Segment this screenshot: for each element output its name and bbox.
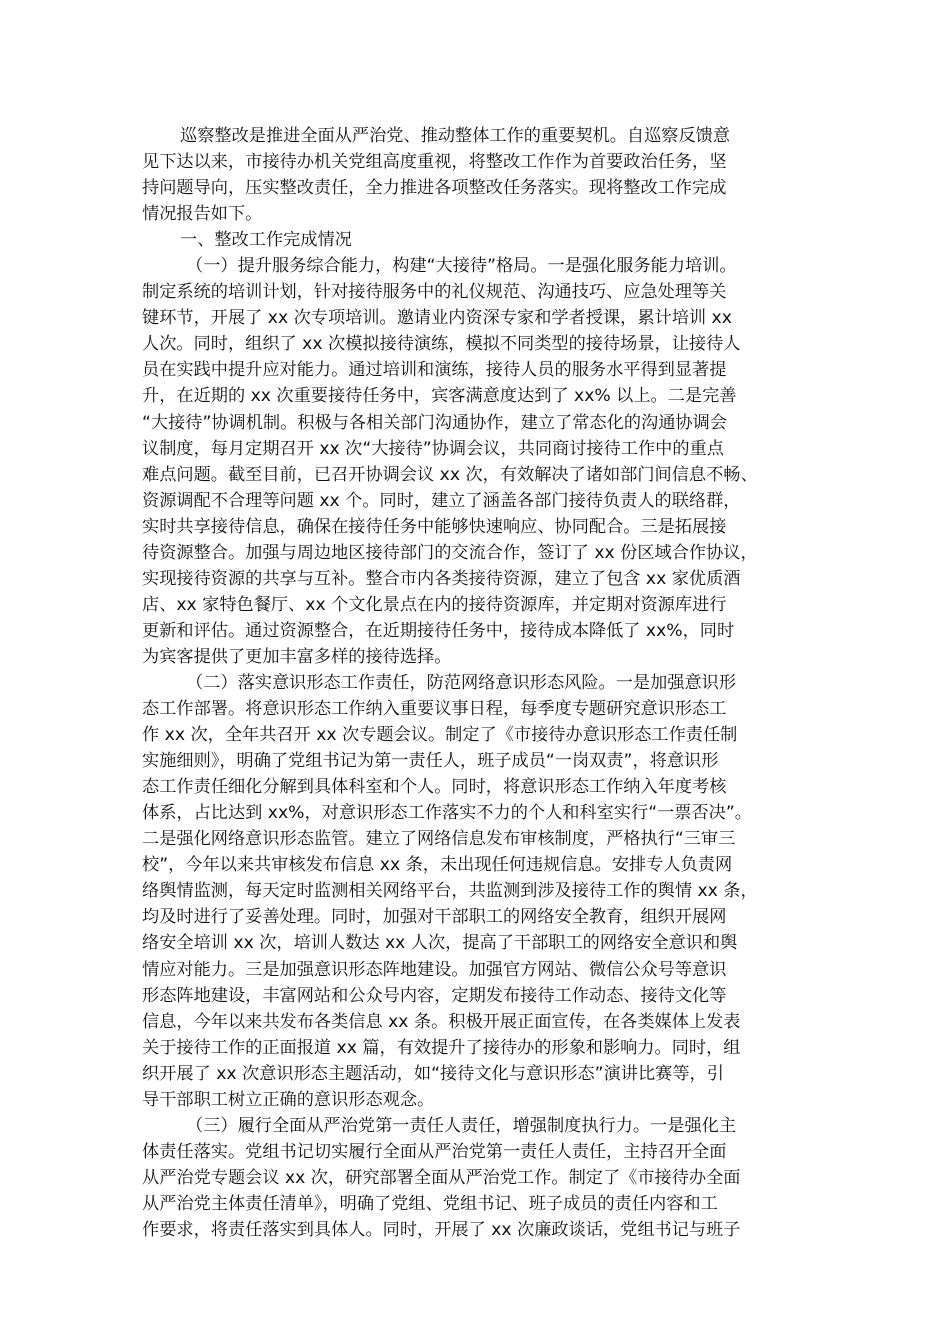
section-heading-text: 一、整改工作完成情况: [180, 230, 352, 251]
text-line: 作要求，将责任落实到具体人。同时，开展了 xx 次廉政谈话，党组书记与班子: [142, 1219, 741, 1240]
text-line: 体系，占比达到 xx%，对意识形态工作落实不力的个人和科室实行“一票否决”。: [142, 803, 752, 824]
text-line: 待资源整合。加强与周边地区接待部门的交流合作，签订了 xx 份区域合作协议，: [142, 542, 758, 563]
text-line: 络舆情监测，每天定时监测相关网络平台，共监测到涉及接待工作的舆情 xx 条，: [142, 881, 758, 902]
text-line: 资源调配不合理等问题 xx 个。同时，建立了涵盖各部门接待负责人的联络群，: [142, 490, 741, 511]
text-line: 作 xx 次，全年共召开 xx 次专题会议。制定了《市接待办意识形态工作责任制: [142, 725, 738, 746]
text-line: 信息，今年以来共发布各类信息 xx 条。积极开展正面宣传，在各类媒体上发表: [142, 1011, 741, 1032]
text-line: 店、xx 家特色餐厅、xx 个文化景点在内的接待资源库，并定期对资源库进行: [142, 594, 727, 615]
text-line: 难点问题。截至目前，已召开协调会议 xx 次，有效解决了诸如部门间信息不畅、: [142, 464, 758, 485]
text-line: 均及时进行了妥善处理。同时，加强对干部职工的网络安全教育，组织开展网: [142, 907, 727, 928]
text-line: 实施细则》，明确了党组书记为第一责任人，班子成员“一岗双责”，将意识形: [142, 751, 719, 772]
document-page: [142, 123, 804, 1243]
text-line: 体责任落实。党组书记切实履行全面从严治党第一责任人责任，主持召开全面: [142, 1141, 727, 1162]
text-line: 导干部职工树立正确的意识形态观念。: [142, 1089, 435, 1110]
text-line: （二）落实意识形态工作责任，防范网络意识形态风险。一是加强意识形: [186, 672, 737, 693]
part2-paragraph: [142, 670, 804, 1113]
text-line: 实现接待资源的共享与互补。整合市内各类接待资源，建立了包含 xx 家优质酒: [142, 568, 741, 589]
text-line: 织开展了 xx 次意识形态主题活动，如“接待文化与意识形态”演讲比赛等，引: [142, 1063, 724, 1084]
text-line: （三）履行全面从严治党第一责任人责任，增强制度执行力。一是强化主: [186, 1115, 737, 1136]
text-line: 校”，今年以来共审核发布信息 xx 条，未出现任何违规信息。安排专人负责网: [142, 855, 733, 876]
text-line: 情应对能力。三是加强意识形态阵地建设。加强官方网站、微信公众号等意识: [142, 959, 727, 980]
text-line: 从严治党主体责任清单》，明确了党组、党组书记、班子成员的责任内容和工: [142, 1193, 718, 1214]
part3-paragraph: [142, 1113, 804, 1243]
text-line: 从严治党专题会议 xx 次，研究部署全面从严治党工作。制定了《市接待办全面: [142, 1167, 741, 1188]
text-line: 态工作责任细化分解到具体科室和个人。同时，将意识形态工作纳入年度考核: [142, 777, 727, 798]
text-line: 升，在近期的 xx 次重要接待任务中，宾客满意度达到了 xx% 以上。二是完善: [142, 386, 737, 407]
text-line: 见下达以来，市接待办机关党组高度重视，将整改工作作为首要政治任务，坚: [142, 152, 727, 173]
part1-paragraph: [142, 253, 804, 670]
text-line: 态工作部署。将意识形态工作纳入重要议事日程，每季度专题研究意识形态工: [142, 699, 727, 720]
text-line: 员在实践中提升应对能力。通过培训和演练，接待人员的服务水平得到显著提: [142, 360, 727, 381]
text-line: 人次。同时，组织了 xx 次模拟接待演练，模拟不同类型的接待场景，让接待人: [142, 334, 741, 355]
text-line: 实时共享接待信息，确保在接待任务中能够快速响应、协同配合。三是拓展接: [142, 516, 727, 537]
text-line: “大接待”协调机制。积极与各相关部门沟通协作，建立了常态化的沟通协调会: [142, 412, 727, 433]
text-line: 形态阵地建设，丰富网站和公众号内容，定期发布接待工作动态、接待文化等: [142, 985, 727, 1006]
section-heading: [142, 227, 804, 253]
text-line: 巡察整改是推进全面从严治党、推动整体工作的重要契机。自巡察反馈意: [180, 126, 731, 146]
text-line: 关于接待工作的正面报道 xx 篇，有效提升了接待办的形象和影响力。同时，组: [142, 1037, 741, 1058]
text-line: 议制度，每月定期召开 xx 次“大接待”协调会议，共同商讨接待工作中的重点: [142, 438, 724, 459]
text-line: 情况报告如下。: [142, 204, 263, 225]
text-line: 二是强化网络意识形态监管。建立了网络信息发布审核制度，严格执行“三审三: [142, 829, 736, 850]
text-line: 制定系统的培训计划，针对接待服务中的礼仪规范、沟通技巧、应急处理等关: [142, 282, 727, 303]
text-line: 为宾客提供了更加丰富多样的接待选择。: [142, 646, 452, 667]
text-line: 键环节，开展了 xx 次专项培训。邀请业内资深专家和学者授课，累计培训 xx: [142, 308, 732, 329]
text-line: 持问题导向，压实整改责任，全力推进各项整改任务落实。现将整改工作完成: [142, 178, 727, 199]
text-line: （一）提升服务综合能力，构建“大接待”格局。一是强化服务能力培训。: [186, 256, 737, 277]
text-line: 更新和评估。通过资源整合，在近期接待任务中，接待成本降低了 xx%，同时: [142, 620, 735, 641]
text-line: 络安全培训 xx 次，培训人数达 xx 人次，提高了干部职工的网络安全意识和舆: [142, 933, 738, 954]
intro-paragraph: [142, 123, 804, 227]
